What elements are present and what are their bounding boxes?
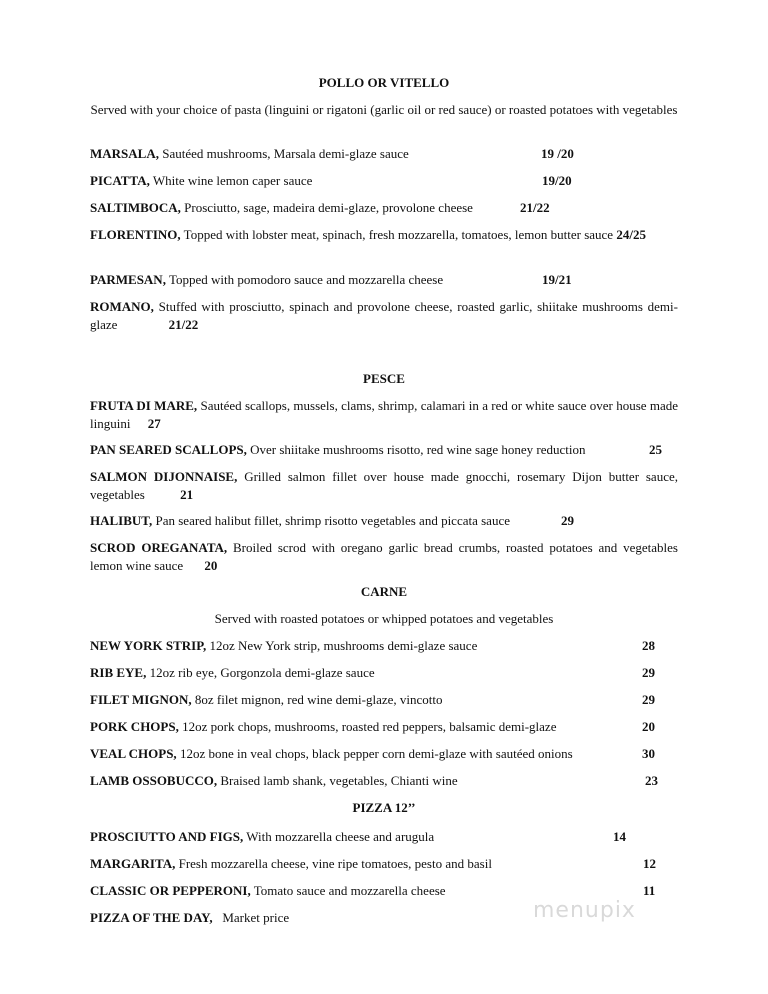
item-desc: With mozzarella cheese and arugula [243, 829, 435, 844]
item-desc: Topped with pomodoro sauce and mozzarella cheese [165, 272, 444, 287]
menu-item-pork-chops [90, 718, 678, 736]
item-name: FRUTA DI MARE, [90, 398, 198, 413]
section-title-pollo: POLLO OR VITELLO [318, 75, 450, 90]
menu-item-halibut [90, 512, 678, 530]
menu-item-romano [90, 298, 678, 334]
item-name: PICATTA, [90, 173, 150, 188]
item-name: SCROD OREGANATA, [90, 540, 228, 555]
item-desc: Prosciutto, sage, madeira demi-glaze, provolone cheese [180, 200, 473, 215]
item-name: PAN SEARED SCALLOPS, [90, 442, 247, 457]
item-name: MARSALA, [90, 146, 159, 161]
item-desc: Topped with lobster meat, spinach, fresh mozzarella, tomatoes, lemon butter sauce [180, 227, 614, 242]
item-name: RIB EYE, [90, 665, 147, 680]
item-price: 21/22 [168, 317, 199, 332]
item-desc: 12oz pork chops, mushrooms, roasted red peppers, balsamic demi-glaze [178, 719, 557, 734]
watermark-logo: menupix [533, 898, 636, 923]
item-desc: Stuffed with prosciutto, spinach and provolone cheese, roasted garlic, shiitake mushrooms demi-glaze [90, 299, 678, 332]
item-name: PORK CHOPS, [90, 719, 179, 734]
item-price: 19/21 [542, 272, 572, 287]
menu-item-filet-mignon [90, 691, 678, 709]
menu-item-new-york-strip [90, 637, 678, 655]
section-subtitle-carne: Served with roasted potatoes or whipped potatoes and vegetables [214, 611, 554, 626]
item-price: 20 [642, 719, 655, 734]
item-price: 29 [642, 692, 655, 707]
menu-item-margarita [90, 855, 678, 873]
item-price: 19/20 [542, 173, 572, 188]
item-desc: Broiled scrod with oregano garlic bread crumbs, roasted potatoes and vegetables lemon wine sauce [90, 540, 678, 573]
section-title-carne: CARNE [360, 584, 408, 599]
item-name: VEAL CHOPS, [90, 746, 177, 761]
item-desc: 8oz filet mignon, red wine demi-glaze, vincotto [191, 692, 443, 707]
menu-item-rib-eye [90, 664, 678, 682]
item-price: 19 /20 [541, 146, 574, 161]
item-name: ROMANO, [90, 299, 154, 314]
menu-item-lamb-ossobucco [90, 772, 678, 790]
item-name: SALMON DIJONNAISE, [90, 469, 238, 484]
item-desc: Fresh mozzarella cheese, vine ripe tomatoes, pesto and basil [175, 856, 492, 871]
menu-item-parmesan [90, 271, 678, 289]
item-name: SALTIMBOCA, [90, 200, 181, 215]
menu-item-veal-chops [90, 745, 678, 763]
item-name: MARGARITA, [90, 856, 176, 871]
item-name: PARMESAN, [90, 272, 166, 287]
item-desc: Market price [212, 910, 290, 925]
item-price: 12 [643, 856, 656, 871]
item-desc: Tomato sauce and mozzarella cheese [250, 883, 446, 898]
item-desc: Sautéed mushrooms, Marsala demi-glaze sauce [158, 146, 409, 161]
item-desc: White wine lemon caper sauce [149, 173, 313, 188]
item-price: 30 [642, 746, 655, 761]
menu-item-prosciutto-and-figs [90, 828, 678, 846]
item-name: HALIBUT, [90, 513, 153, 528]
item-desc: Pan seared halibut fillet, shrimp risotto vegetables and piccata sauce [152, 513, 510, 528]
item-desc: Grilled salmon fillet over house made gnocchi, rosemary Dijon butter sauce, vegetables [90, 469, 678, 502]
item-price: 29 [642, 665, 655, 680]
item-price: 20 [204, 558, 218, 573]
item-price: 21 [180, 487, 194, 502]
section-subtitle-pollo: Served with your choice of pasta (linguini or rigatoni (garlic oil or red sauce) or roasted potatoes with vegetables [90, 102, 678, 117]
item-price: 29 [561, 513, 574, 528]
menu-item-scrod-oreganata [90, 539, 678, 575]
item-name: NEW YORK STRIP, [90, 638, 207, 653]
item-price: 23 [645, 773, 658, 788]
item-price: 11 [643, 883, 656, 898]
item-price: 27 [147, 416, 161, 431]
menu-item-salmon-dijonnaise [90, 468, 678, 504]
item-price: 24/25 [616, 227, 646, 242]
item-name: LAMB OSSOBUCCO, [90, 773, 218, 788]
menu-item-pan-seared-scallops [90, 441, 678, 459]
item-name: PROSCIUTTO AND FIGS, [90, 829, 244, 844]
item-name: CLASSIC OR PEPPERONI, [90, 883, 251, 898]
section-title-pizza: PIZZA 12’’ [352, 800, 416, 815]
item-desc: Braised lamb shank, vegetables, Chianti wine [217, 773, 458, 788]
section-title-pesce: PESCE [363, 371, 405, 386]
item-price: 25 [649, 442, 662, 457]
item-desc: 12oz bone in veal chops, black pepper corn demi-glaze with sautéed onions [176, 746, 573, 761]
item-price: 21/22 [520, 200, 550, 215]
item-desc: 12oz New York strip, mushrooms demi-glaze sauce [206, 638, 478, 653]
item-name: FILET MIGNON, [90, 692, 192, 707]
menu-item-fruta-di-mare [90, 397, 678, 433]
item-desc: 12oz rib eye, Gorgonzola demi-glaze sauce [146, 665, 375, 680]
menu-item-florentino [90, 226, 678, 244]
menu-item-picatta [90, 172, 678, 190]
item-price: 14 [613, 829, 626, 844]
item-price: 28 [642, 638, 655, 653]
item-desc: Over shiitake mushrooms risotto, red wine sage honey reduction [246, 442, 586, 457]
menu-item-saltimboca [90, 199, 678, 217]
item-name: FLORENTINO, [90, 227, 181, 242]
menu-item-marsala [90, 145, 678, 163]
item-name: PIZZA OF THE DAY, [90, 910, 213, 925]
item-desc: Sautéed scallops, mussels, clams, shrimp, calamari in a red or white sauce over house made linguini [90, 398, 678, 431]
